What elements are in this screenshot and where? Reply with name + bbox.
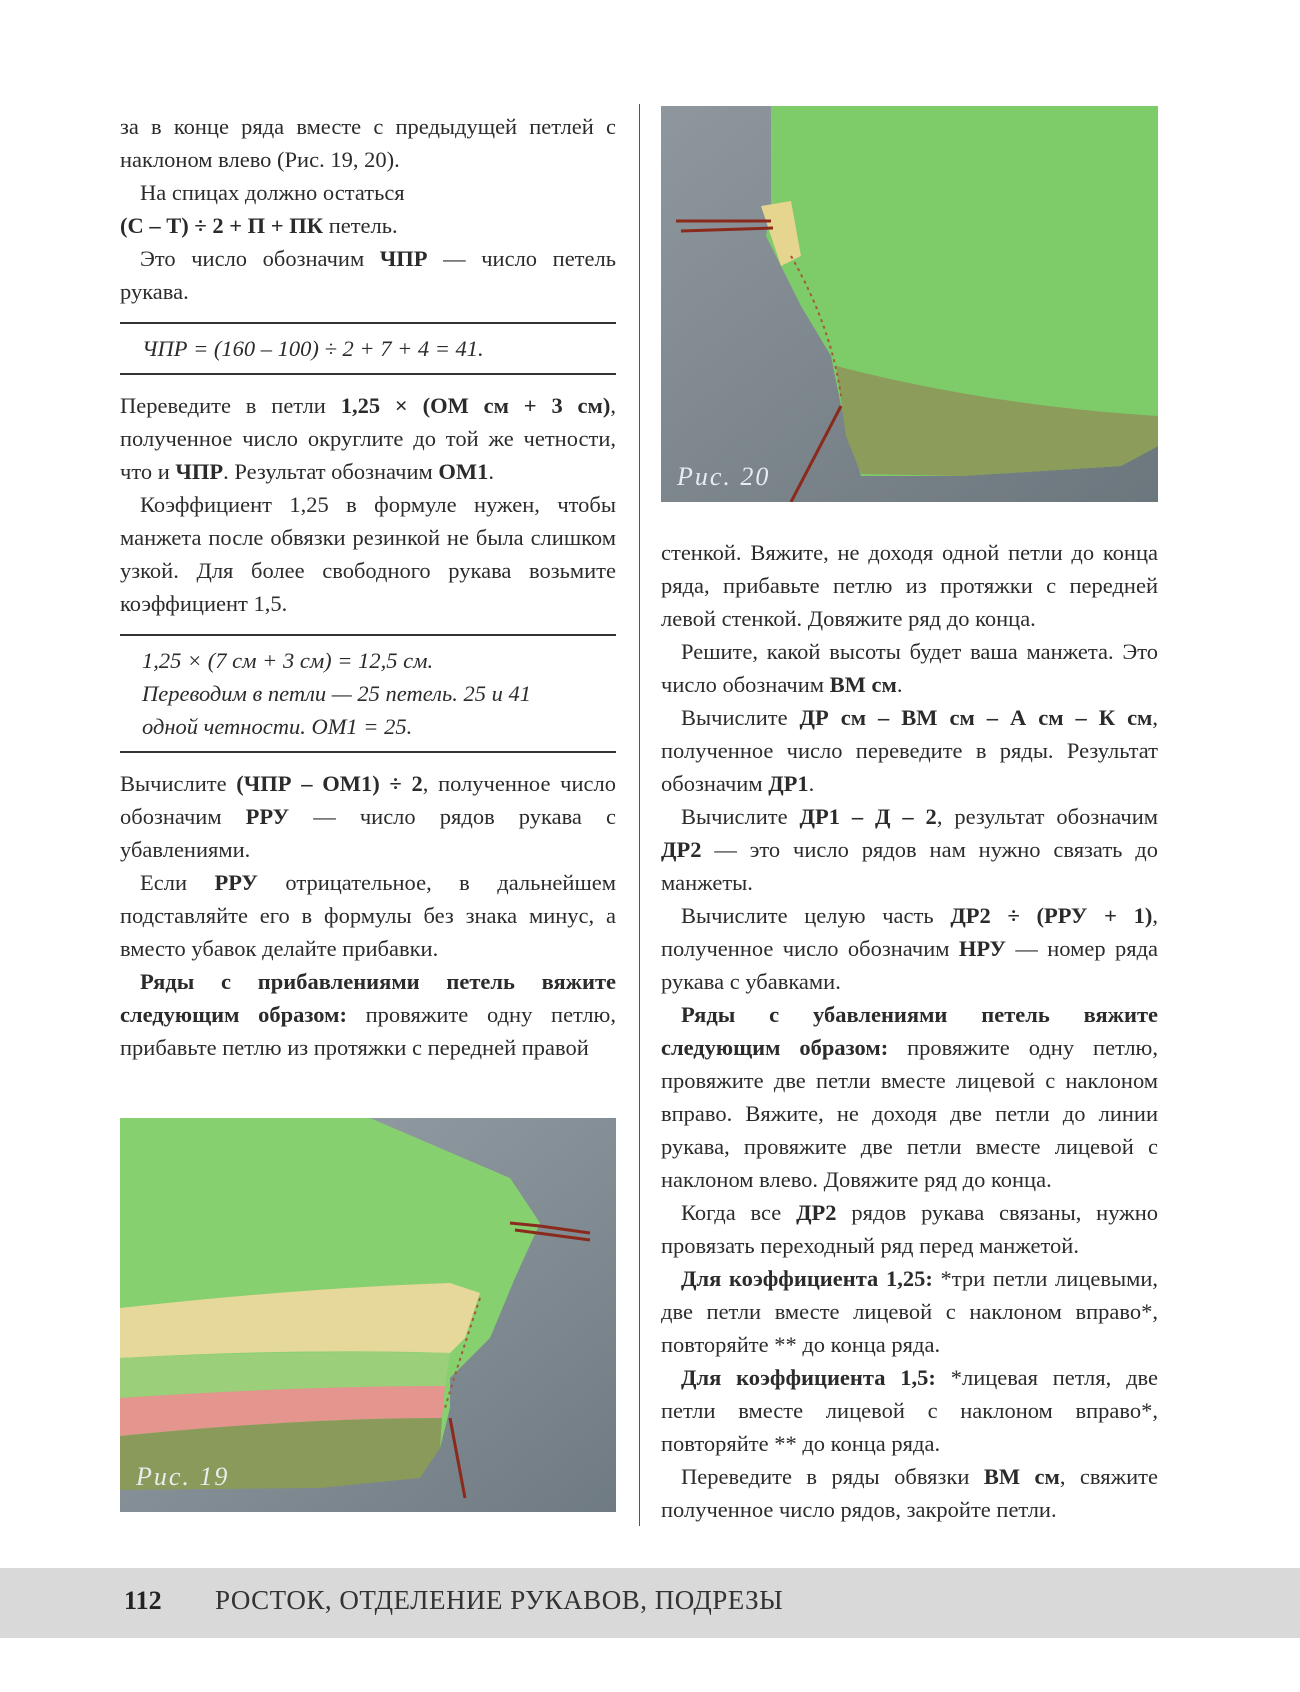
paragraph: Для коэффициента 1,5: *лицевая петля, две петли вместе лицевой с наклоном вправо*, повторяйте ** до конца ряда. (661, 1365, 1159, 1456)
chapter-title: РОСТОК, ОТДЕЛЕНИЕ РУКАВОВ, ПОДРЕЗЫ (215, 1585, 784, 1615)
page-number: 112 (124, 1586, 162, 1615)
example-line: 1,25 × (7 см + 3 см) = 12,5 см. (142, 648, 434, 673)
paragraph: стенкой. Вяжите, не доходя одной петли до конца ряда, прибавьте петлю из протяжки с передней левой стенкой. Довяжите ряд до конца. (661, 540, 1158, 631)
figure-19-photo (120, 1118, 616, 1512)
paragraph: Вычислите ДР см – ВМ см – А см – К см, полученное число переведите в ряды. Результат обозначим ДР1. (661, 705, 1159, 796)
figure-20-photo (661, 106, 1158, 502)
right-column (661, 536, 1158, 1526)
page-footer (0, 1568, 1300, 1638)
left-column (120, 110, 616, 1064)
example-box (120, 634, 616, 753)
paragraph: На спицах должно остаться (140, 180, 405, 205)
paragraph: (С – Т) ÷ 2 + П + ПК петель. (120, 213, 398, 238)
figure-caption: Рис. 20 (677, 462, 771, 491)
knitting-photo-image (120, 1118, 616, 1512)
paragraph: Когда все ДР2 рядов рукава связаны, нужно провязать переходный ряд перед манжетой. (661, 1200, 1158, 1258)
figure-caption: Рис. 19 (136, 1462, 230, 1491)
paragraph: Если РРУ отрицательное, в дальнейшем подставляйте его в формулы без знака минус, а вместо убавок делайте прибавки. (120, 870, 617, 961)
paragraph: Коэффициент 1,25 в формуле нужен, чтобы манжета после обвязки резинкой не была слишком узкой. Для более свободного рукава возьмите коэффициент 1,5. (120, 492, 616, 616)
example-line: Переводим в петли — 25 петель. 25 и 41 (142, 681, 531, 706)
paragraph: за в конце ряда вместе с предыдущей петлей с наклоном влево (Рис. 19, 20). (120, 114, 616, 172)
paragraph: Для коэффициента 1,25: *три петли лицевыми, две петли вместе лицевой с наклоном вправо*, повторяйте ** до конца ряда. (661, 1266, 1158, 1357)
paragraph: Вычислите ДР1 – Д – 2, результат обозначим ДР2 — это число рядов нам нужно связать до манжеты. (661, 804, 1158, 895)
paragraph: Переведите в ряды обвязки ВМ см, свяжите полученное число рядов, закройте петли. (661, 1464, 1158, 1522)
paragraph: Переведите в петли 1,25 × (ОМ см + 3 см), полученное число округлите до той же четности, что и ЧПР. Результат обозначим ОМ1. (120, 393, 616, 484)
paragraph: Это число обозначим ЧПР — число петель рукава. (120, 246, 616, 304)
column-divider (639, 104, 640, 1526)
knitting-photo-image (661, 106, 1158, 502)
paragraph: Ряды с прибавлениями петель вяжите следующим образом: провяжите одну петлю, прибавьте петлю из протяжки с передней правой (120, 969, 616, 1060)
paragraph: Вычислите целую часть ДР2 ÷ (РРУ + 1), полученное число обозначим НРУ — номер ряда рукава с убавками. (661, 903, 1159, 994)
example-formula: ЧПР = (160 – 100) ÷ 2 + 7 + 4 = 41. (142, 336, 484, 361)
paragraph: Решите, какой высоты будет ваша манжета. Это число обозначим ВМ см. (661, 639, 1158, 697)
example-line: одной четности. ОМ1 = 25. (142, 714, 413, 739)
formula: (С – Т) ÷ 2 + П + ПК (120, 213, 324, 238)
paragraph: Вычислите (ЧПР – ОМ1) ÷ 2, полученное число обозначим РРУ — число рядов рукава с убавлениями. (120, 771, 616, 862)
paragraph: Ряды с убавлениями петель вяжите следующим образом: провяжите одну петлю, провяжите две петли вместе лицевой с наклоном вправо. Вяжите, не доходя две петли до линии рукава, провяжите две петли вместе лицевой с наклоном влево. Довяжите ряд до конца. (661, 1002, 1158, 1192)
example-box (120, 322, 616, 375)
